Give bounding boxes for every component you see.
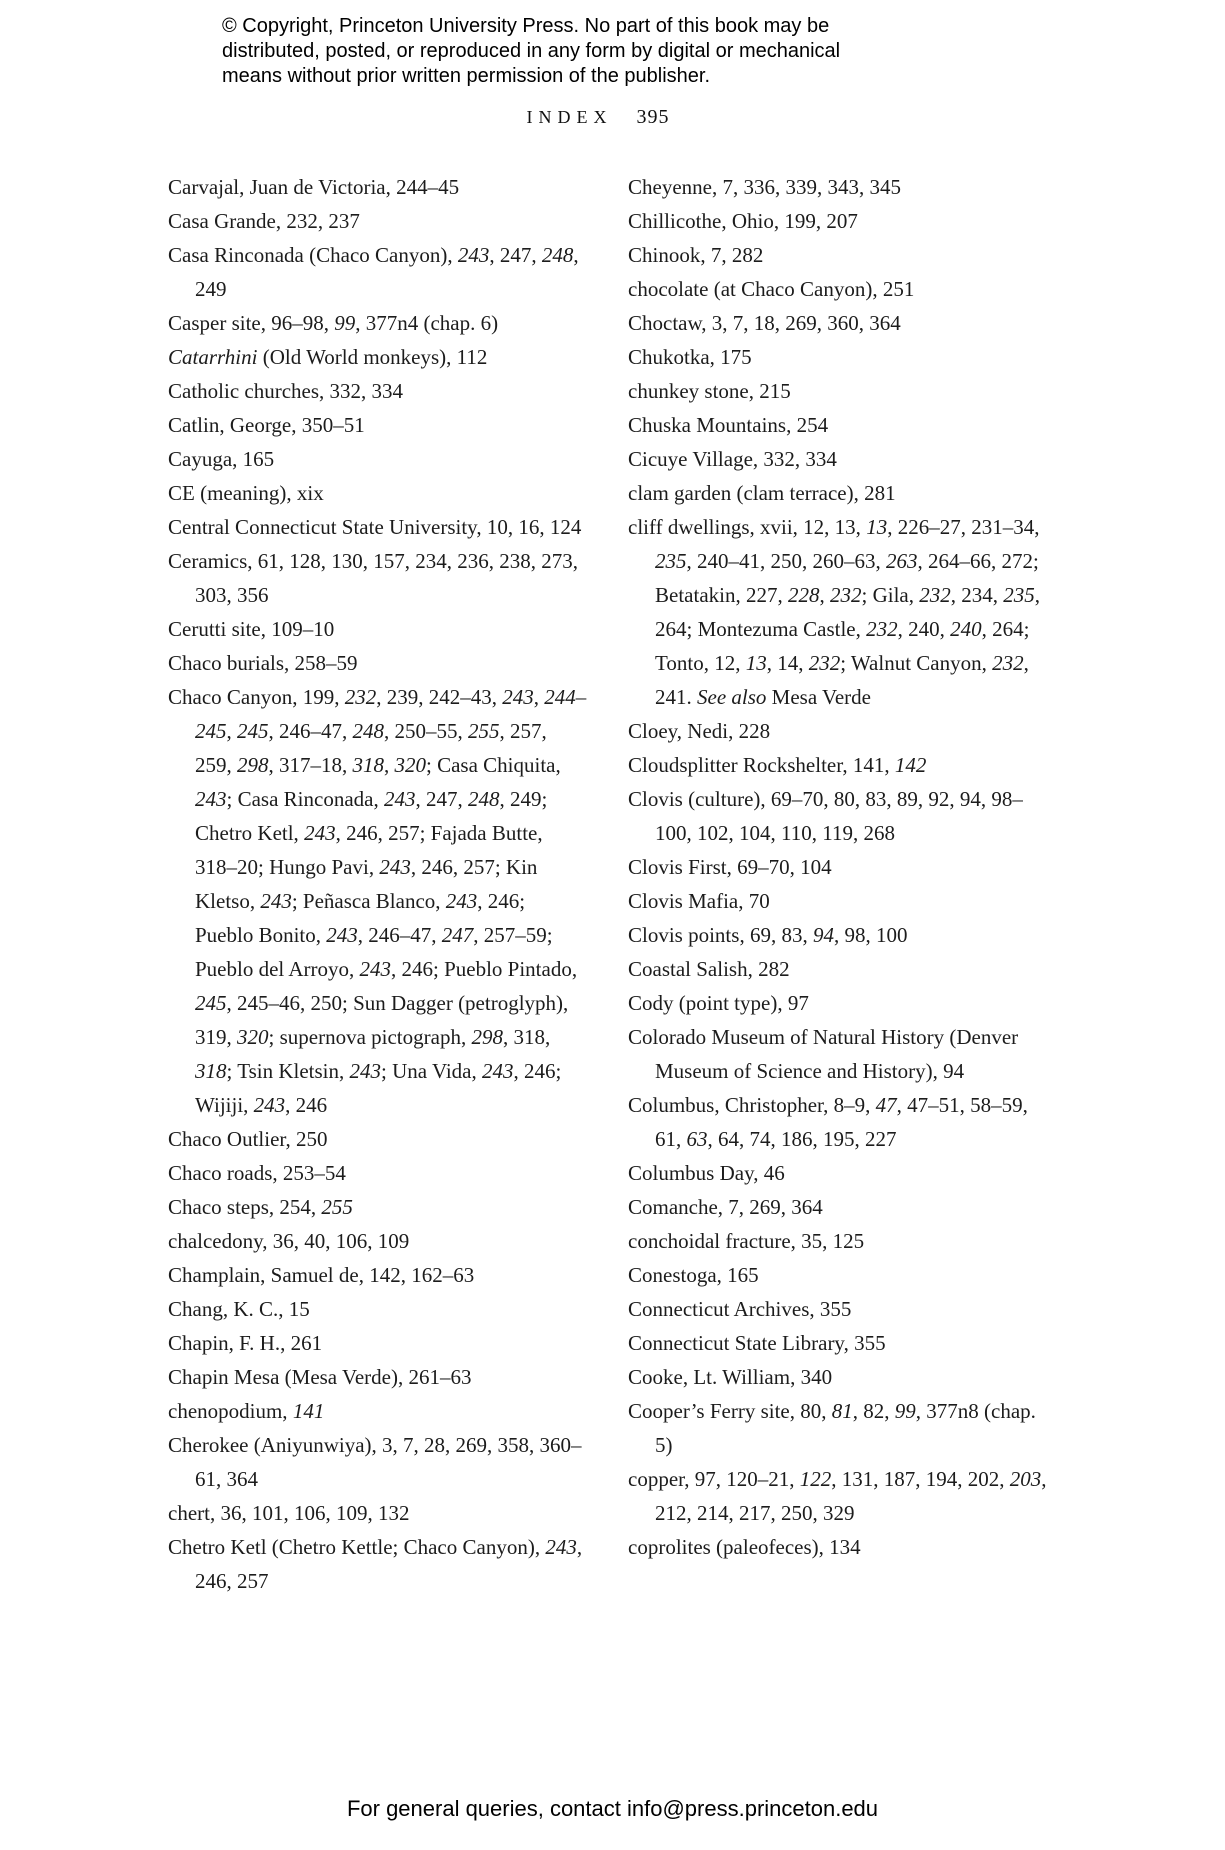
index-entry bbox=[628, 510, 1056, 714]
index-entry bbox=[628, 782, 1056, 850]
index-entry-text: Cody (point type), 97 bbox=[628, 991, 809, 1015]
index-entry bbox=[628, 748, 1056, 782]
index-entry-text: copper, 97, 120–21, bbox=[628, 1467, 800, 1491]
page-header bbox=[168, 106, 1028, 129]
index-entry-italic-text: 228 bbox=[787, 583, 820, 607]
index-entry-text: , 246 bbox=[285, 1093, 328, 1117]
index-entry-italic-text: 232 bbox=[992, 651, 1024, 675]
index-entry bbox=[628, 850, 1056, 884]
index-entry-text: Catholic churches, 332, 334 bbox=[168, 379, 404, 403]
index-entry bbox=[168, 170, 588, 204]
index-entry-text: ; Peñasca Blanco, bbox=[291, 889, 446, 913]
index-entry bbox=[628, 476, 1056, 510]
index-entry-text: , 377n4 (chap. 6) bbox=[355, 311, 499, 335]
index-column-right bbox=[628, 170, 1056, 1564]
index-entry-text: , 131, 187, 194, 202, bbox=[831, 1467, 1010, 1491]
index-entry bbox=[628, 1020, 1056, 1088]
index-entry-text: Chetro Ketl (Chetro Kettle; Chaco Canyon), bbox=[168, 1535, 546, 1559]
index-entry-text: , 264; Tonto, 12, bbox=[655, 617, 1030, 675]
index-entry-italic-text: 243 bbox=[195, 787, 227, 811]
index-entry-text: ; Walnut Canyon, bbox=[840, 651, 993, 675]
index-entry-text: Coastal Salish, 282 bbox=[628, 957, 790, 981]
index-entry-italic-text: 243 bbox=[349, 1059, 381, 1083]
section-title: INDEX bbox=[526, 107, 613, 127]
index-entry-italic-text: 245 bbox=[237, 719, 269, 743]
index-entry-text: chert, 36, 101, 106, 109, 132 bbox=[168, 1501, 410, 1525]
index-entry bbox=[628, 1258, 1056, 1292]
index-entry-text: ; Gila, bbox=[861, 583, 920, 607]
index-entry-text: Champlain, Samuel de, 142, 162–63 bbox=[168, 1263, 475, 1287]
index-entry-italic-text: 232 bbox=[344, 685, 377, 709]
index-entry-italic-text: 243 bbox=[545, 1535, 577, 1559]
index-entry bbox=[628, 1530, 1056, 1564]
index-entry-text: , bbox=[384, 753, 395, 777]
index-entry-text: , 246; Wijiji, bbox=[195, 1059, 562, 1117]
index-entry-text: Chaco roads, 253–54 bbox=[168, 1161, 346, 1185]
index-entry-italic-text: 243 bbox=[253, 1093, 286, 1117]
index-entry bbox=[168, 408, 588, 442]
index-entry-text: , 226–27, 231–34, bbox=[887, 515, 1040, 539]
index-entry-text: , 377n8 (chap. 5) bbox=[655, 1399, 1036, 1457]
index-entry-italic-text: 243 bbox=[379, 855, 411, 879]
index-entry-text: Cerutti site, 109–10 bbox=[168, 617, 335, 641]
index-entry-italic-text: 318 bbox=[195, 1059, 227, 1083]
index-entry-italic-text: 235 bbox=[655, 549, 687, 573]
index-entry-text: Chapin, F. H., 261 bbox=[168, 1331, 323, 1355]
index-entry-italic-text: 232 bbox=[866, 617, 898, 641]
index-entry-text: Central Connecticut State University, 10, 16, 124 bbox=[168, 515, 582, 539]
index-entry-text: Chang, K. C., 15 bbox=[168, 1297, 310, 1321]
index-entry-italic-text: 243 bbox=[359, 957, 391, 981]
index-entry-text: Casa Rinconada (Chaco Canyon), bbox=[168, 243, 458, 267]
index-entry-italic-text: 232 bbox=[829, 583, 862, 607]
index-entry bbox=[628, 952, 1056, 986]
index-entry bbox=[628, 918, 1056, 952]
index-entry-text: Catlin, George, 350–51 bbox=[168, 413, 365, 437]
index-entry-text: Comanche, 7, 269, 364 bbox=[628, 1195, 823, 1219]
index-entry-italic-text: 13 bbox=[866, 515, 888, 539]
index-entry-text: cliff dwellings, xvii, 12, 13, bbox=[628, 515, 867, 539]
index-entry bbox=[628, 238, 1056, 272]
index-entry bbox=[628, 442, 1056, 476]
index-entry-italic-text: 47 bbox=[875, 1093, 897, 1117]
copyright-line: © Copyright, Princeton University Press. No part of this book may be bbox=[222, 15, 830, 37]
index-entry-text: conchoidal fracture, 35, 125 bbox=[628, 1229, 865, 1253]
index-entry-italic-text: Catarrhini bbox=[168, 345, 258, 369]
index-entry bbox=[628, 1394, 1056, 1462]
index-entry-text: , 82, bbox=[852, 1399, 895, 1423]
index-entry bbox=[168, 1530, 588, 1598]
index-entry bbox=[168, 442, 588, 476]
index-entry bbox=[168, 1122, 588, 1156]
index-entry bbox=[628, 884, 1056, 918]
index-entry bbox=[168, 374, 588, 408]
index-entry-italic-text: 243 bbox=[383, 787, 416, 811]
index-entry-text: , 14, bbox=[766, 651, 809, 675]
index-entry-text: Chuska Mountains, 254 bbox=[628, 413, 829, 437]
index-entry-text: Columbus, Christopher, 8–9, bbox=[628, 1093, 876, 1117]
index-entry-text: Colorado Museum of Natural History (Denver Museum of Science and History), 94 bbox=[628, 1025, 1019, 1083]
index-entry-text: Cloudsplitter Rockshelter, 141, bbox=[628, 753, 895, 777]
index-entry-italic-text: 320 bbox=[394, 753, 426, 777]
index-entry-text: , 240–41, 250, 260–63, bbox=[686, 549, 886, 573]
index-entry-text: , 249 bbox=[195, 243, 579, 301]
index-entry-text: , bbox=[819, 583, 830, 607]
index-entry-text: clam garden (clam terrace), 281 bbox=[628, 481, 896, 505]
index-entry bbox=[168, 1394, 588, 1428]
index-entry-italic-text: 203 bbox=[1009, 1467, 1042, 1491]
index-entry bbox=[628, 408, 1056, 442]
index-entry-text: ; supernova pictograph, bbox=[268, 1025, 472, 1049]
index-entry-text: Cloey, Nedi, 228 bbox=[628, 719, 771, 743]
index-entry-italic-text: 248 bbox=[352, 719, 384, 743]
index-entry-text: Cheyenne, 7, 336, 339, 343, 345 bbox=[628, 175, 901, 199]
index-entry-text: Clovis points, 69, 83, bbox=[628, 923, 813, 947]
index-entry-italic-text: 232 bbox=[808, 651, 841, 675]
index-entry-text: chenopodium, bbox=[168, 1399, 293, 1423]
index-entry-italic-text: 243 bbox=[457, 243, 490, 267]
index-entry-text: , 245–46, 250; Sun Dagger (petroglyph), 319, bbox=[195, 991, 569, 1049]
index-entry-text: , 246; Pueblo Bonito, bbox=[195, 889, 526, 947]
index-entry bbox=[168, 646, 588, 680]
index-entry-text: , 249; Chetro Ketl, bbox=[195, 787, 548, 845]
index-entry bbox=[168, 544, 588, 612]
index-entry-text: ; Una Vida, bbox=[381, 1059, 483, 1083]
index-entry-text: ; Casa Rinconada, bbox=[226, 787, 384, 811]
index-entry-text: coprolites (paleofeces), 134 bbox=[628, 1535, 861, 1559]
index-entry-text: Chapin Mesa (Mesa Verde), 261–63 bbox=[168, 1365, 472, 1389]
index-entry-text: Choctaw, 3, 7, 18, 269, 360, 364 bbox=[628, 311, 901, 335]
index-entry bbox=[168, 1224, 588, 1258]
index-entry-text: Chaco burials, 258–59 bbox=[168, 651, 358, 675]
index-entry bbox=[628, 986, 1056, 1020]
index-entry-italic-text: 298 bbox=[471, 1025, 503, 1049]
index-entry-italic-text: 320 bbox=[237, 1025, 269, 1049]
copyright-notice bbox=[222, 14, 840, 89]
index-entry-text: Conestoga, 165 bbox=[628, 1263, 759, 1287]
index-entry-text: , 246, 257; Kin Kletso, bbox=[195, 855, 538, 913]
index-entry-italic-text: 240 bbox=[950, 617, 982, 641]
index-entry-italic-text: 244–245 bbox=[195, 685, 587, 743]
index-column-left bbox=[168, 170, 588, 1598]
index-entry-text: ; Tsin Kletsin, bbox=[226, 1059, 350, 1083]
index-entry-text: , bbox=[226, 719, 237, 743]
index-entry-text: Ceramics, 61, 128, 130, 157, 234, 236, 238, 273, 303, 356 bbox=[168, 549, 579, 607]
index-entry bbox=[628, 1360, 1056, 1394]
index-entry-text: , 246–47, bbox=[357, 923, 442, 947]
index-entry bbox=[168, 680, 588, 1122]
index-entry-text: Mesa Verde bbox=[766, 685, 871, 709]
index-entry-text: , 241. bbox=[655, 651, 1029, 709]
index-entry bbox=[168, 1258, 588, 1292]
index-entry-text: Chinook, 7, 282 bbox=[628, 243, 764, 267]
index-entry bbox=[168, 1326, 588, 1360]
index-entry-text: chunkey stone, 215 bbox=[628, 379, 791, 403]
index-entry-text: Chukotka, 175 bbox=[628, 345, 752, 369]
index-entry-text: , 247, bbox=[489, 243, 542, 267]
index-entry bbox=[168, 1496, 588, 1530]
index-entry-italic-text: 243 bbox=[260, 889, 292, 913]
index-entry-italic-text: 247 bbox=[441, 923, 474, 947]
index-entry-text: (Old World monkeys), 112 bbox=[257, 345, 488, 369]
index-entry bbox=[628, 340, 1056, 374]
index-entry-text: Cicuye Village, 332, 334 bbox=[628, 447, 837, 471]
footer-contact-line: For general queries, contact info@press.princeton.edu bbox=[346, 1796, 879, 1821]
index-entry bbox=[628, 1462, 1056, 1530]
index-entry-italic-text: 248 bbox=[541, 243, 574, 267]
index-entry-italic-text: 99 bbox=[334, 311, 356, 335]
index-entry bbox=[168, 340, 588, 374]
index-entry bbox=[628, 1224, 1056, 1258]
index-entry-text: Chaco Canyon, 199, bbox=[168, 685, 345, 709]
index-entry-italic-text: 141 bbox=[292, 1399, 325, 1423]
index-entry-text: Chillicothe, Ohio, 199, 207 bbox=[628, 209, 858, 233]
index-entry-italic-text: 243 bbox=[326, 923, 358, 947]
index-entry-text: Cherokee (Aniyunwiya), 3, 7, 28, 269, 358, 360–61, 364 bbox=[168, 1433, 582, 1491]
index-entry-italic-text: 142 bbox=[894, 753, 927, 777]
index-entry-text: Columbus Day, 46 bbox=[628, 1161, 785, 1185]
index-entry bbox=[168, 510, 588, 544]
index-entry-text: , 264; Montezuma Castle, bbox=[655, 583, 1040, 641]
index-entry-text: Clovis Mafia, 70 bbox=[628, 889, 770, 913]
index-entry-text: , 264–66, 272; Betatakin, 227, bbox=[655, 549, 1039, 607]
index-entry-italic-text: 243 bbox=[482, 1059, 514, 1083]
index-entry bbox=[628, 1190, 1056, 1224]
index-entry-italic-text: 13 bbox=[745, 651, 767, 675]
index-entry-text: Chaco steps, 254, bbox=[168, 1195, 322, 1219]
index-entry-text: , 98, 100 bbox=[833, 923, 908, 947]
index-entry-text: , 212, 214, 217, 250, 329 bbox=[655, 1467, 1047, 1525]
index-entry-text: , 47–51, 58–59, 61, bbox=[655, 1093, 1028, 1151]
index-entry bbox=[628, 1326, 1056, 1360]
index-entry-italic-text: 298 bbox=[237, 753, 269, 777]
index-entry bbox=[628, 1292, 1056, 1326]
index-entry-italic-text: 232 bbox=[919, 583, 951, 607]
index-entry-text: Cooke, Lt. William, 340 bbox=[628, 1365, 833, 1389]
index-entry-text: Chaco Outlier, 250 bbox=[168, 1127, 328, 1151]
index-entry bbox=[168, 1156, 588, 1190]
copyright-line: means without prior written permission of the publisher. bbox=[222, 65, 711, 87]
index-entry-italic-text: 263 bbox=[886, 549, 918, 573]
index-entry-italic-text: 122 bbox=[799, 1467, 832, 1491]
index-entry bbox=[168, 1428, 588, 1496]
index-entry-text: ; Casa Chiquita, bbox=[426, 753, 561, 777]
index-entry-text: , 250–55, bbox=[384, 719, 468, 743]
index-entry-italic-text: 235 bbox=[1003, 583, 1035, 607]
index-entry bbox=[168, 1360, 588, 1394]
index-entry-text: Clovis (culture), 69–70, 80, 83, 89, 92, 94, 98–100, 102, 104, 110, 119, 268 bbox=[628, 787, 1023, 845]
index-entry-italic-text: 94 bbox=[812, 923, 834, 947]
index-entry-text: CE (meaning), xix bbox=[168, 481, 324, 505]
index-entry-italic-text: 81 bbox=[831, 1399, 853, 1423]
page-number: 395 bbox=[636, 106, 670, 128]
index-entry bbox=[168, 476, 588, 510]
index-entry-italic-text: 243 bbox=[304, 821, 336, 845]
index-entry-text: , 318, bbox=[502, 1025, 551, 1049]
index-entry-text: Cayuga, 165 bbox=[168, 447, 275, 471]
index-entry-text: , 246; Pueblo Pintado, bbox=[390, 957, 578, 981]
index-entry-text: , 246, 257 bbox=[195, 1535, 583, 1593]
index-entry bbox=[168, 1190, 588, 1224]
index-entry-italic-text: 243 bbox=[502, 685, 534, 709]
index-entry bbox=[168, 306, 588, 340]
index-entry-text: Connecticut State Library, 355 bbox=[628, 1331, 886, 1355]
index-entry-text: , 257–59; Pueblo del Arroyo, bbox=[195, 923, 553, 981]
index-entry-text: , 64, 74, 186, 195, 227 bbox=[707, 1127, 897, 1151]
index-entry bbox=[628, 306, 1056, 340]
index-entry-italic-text: 318 bbox=[352, 753, 384, 777]
index-entry-italic-text: 245 bbox=[195, 991, 227, 1015]
index-entry bbox=[168, 238, 588, 306]
index-entry-text: Casa Grande, 232, 237 bbox=[168, 209, 360, 233]
index-entry-text: , 239, 242–43, bbox=[376, 685, 503, 709]
index-entry-text: , 317–18, bbox=[268, 753, 353, 777]
index-entry-italic-text: 243 bbox=[445, 889, 478, 913]
index-entry-text: , 240, bbox=[897, 617, 951, 641]
index-entry bbox=[628, 714, 1056, 748]
index-entry-text: chalcedony, 36, 40, 106, 109 bbox=[168, 1229, 410, 1253]
index-entry-text: , 234, bbox=[950, 583, 1004, 607]
index-entry bbox=[628, 374, 1056, 408]
index-entry-italic-text: See also bbox=[697, 685, 767, 709]
index-entry-italic-text: 99 bbox=[894, 1399, 916, 1423]
index-entry-italic-text: 255 bbox=[321, 1195, 353, 1219]
index-entry bbox=[628, 170, 1056, 204]
index-entry-text: Cooper’s Ferry site, 80, bbox=[628, 1399, 832, 1423]
index-entry bbox=[168, 612, 588, 646]
index-entry-text: , 257, 259, bbox=[195, 719, 547, 777]
index-entry-text: , 246, 257; Fajada Butte, 318–20; Hungo Pavi, bbox=[195, 821, 543, 879]
index-entry-italic-text: 255 bbox=[468, 719, 500, 743]
copyright-line: distributed, posted, or reproduced in any form by digital or mechanical bbox=[222, 40, 841, 62]
index-entry bbox=[168, 1292, 588, 1326]
index-entry-italic-text: 248 bbox=[467, 787, 500, 811]
index-entry-text: Carvajal, Juan de Victoria, 244–45 bbox=[168, 175, 460, 199]
index-entry-italic-text: 63 bbox=[686, 1127, 708, 1151]
index-entry-text: Connecticut Archives, 355 bbox=[628, 1297, 852, 1321]
index-entry-text: , 247, bbox=[415, 787, 468, 811]
index-entry-text: , 246–47, bbox=[268, 719, 353, 743]
index-entry bbox=[168, 204, 588, 238]
index-entry bbox=[628, 1088, 1056, 1156]
index-entry bbox=[628, 204, 1056, 238]
index-entry bbox=[628, 272, 1056, 306]
index-entry-text: , bbox=[533, 685, 545, 709]
index-entry-text: Clovis First, 69–70, 104 bbox=[628, 855, 832, 879]
index-entry bbox=[628, 1156, 1056, 1190]
index-entry-text: Casper site, 96–98, bbox=[168, 311, 335, 335]
index-entry-text: chocolate (at Chaco Canyon), 251 bbox=[628, 277, 915, 301]
